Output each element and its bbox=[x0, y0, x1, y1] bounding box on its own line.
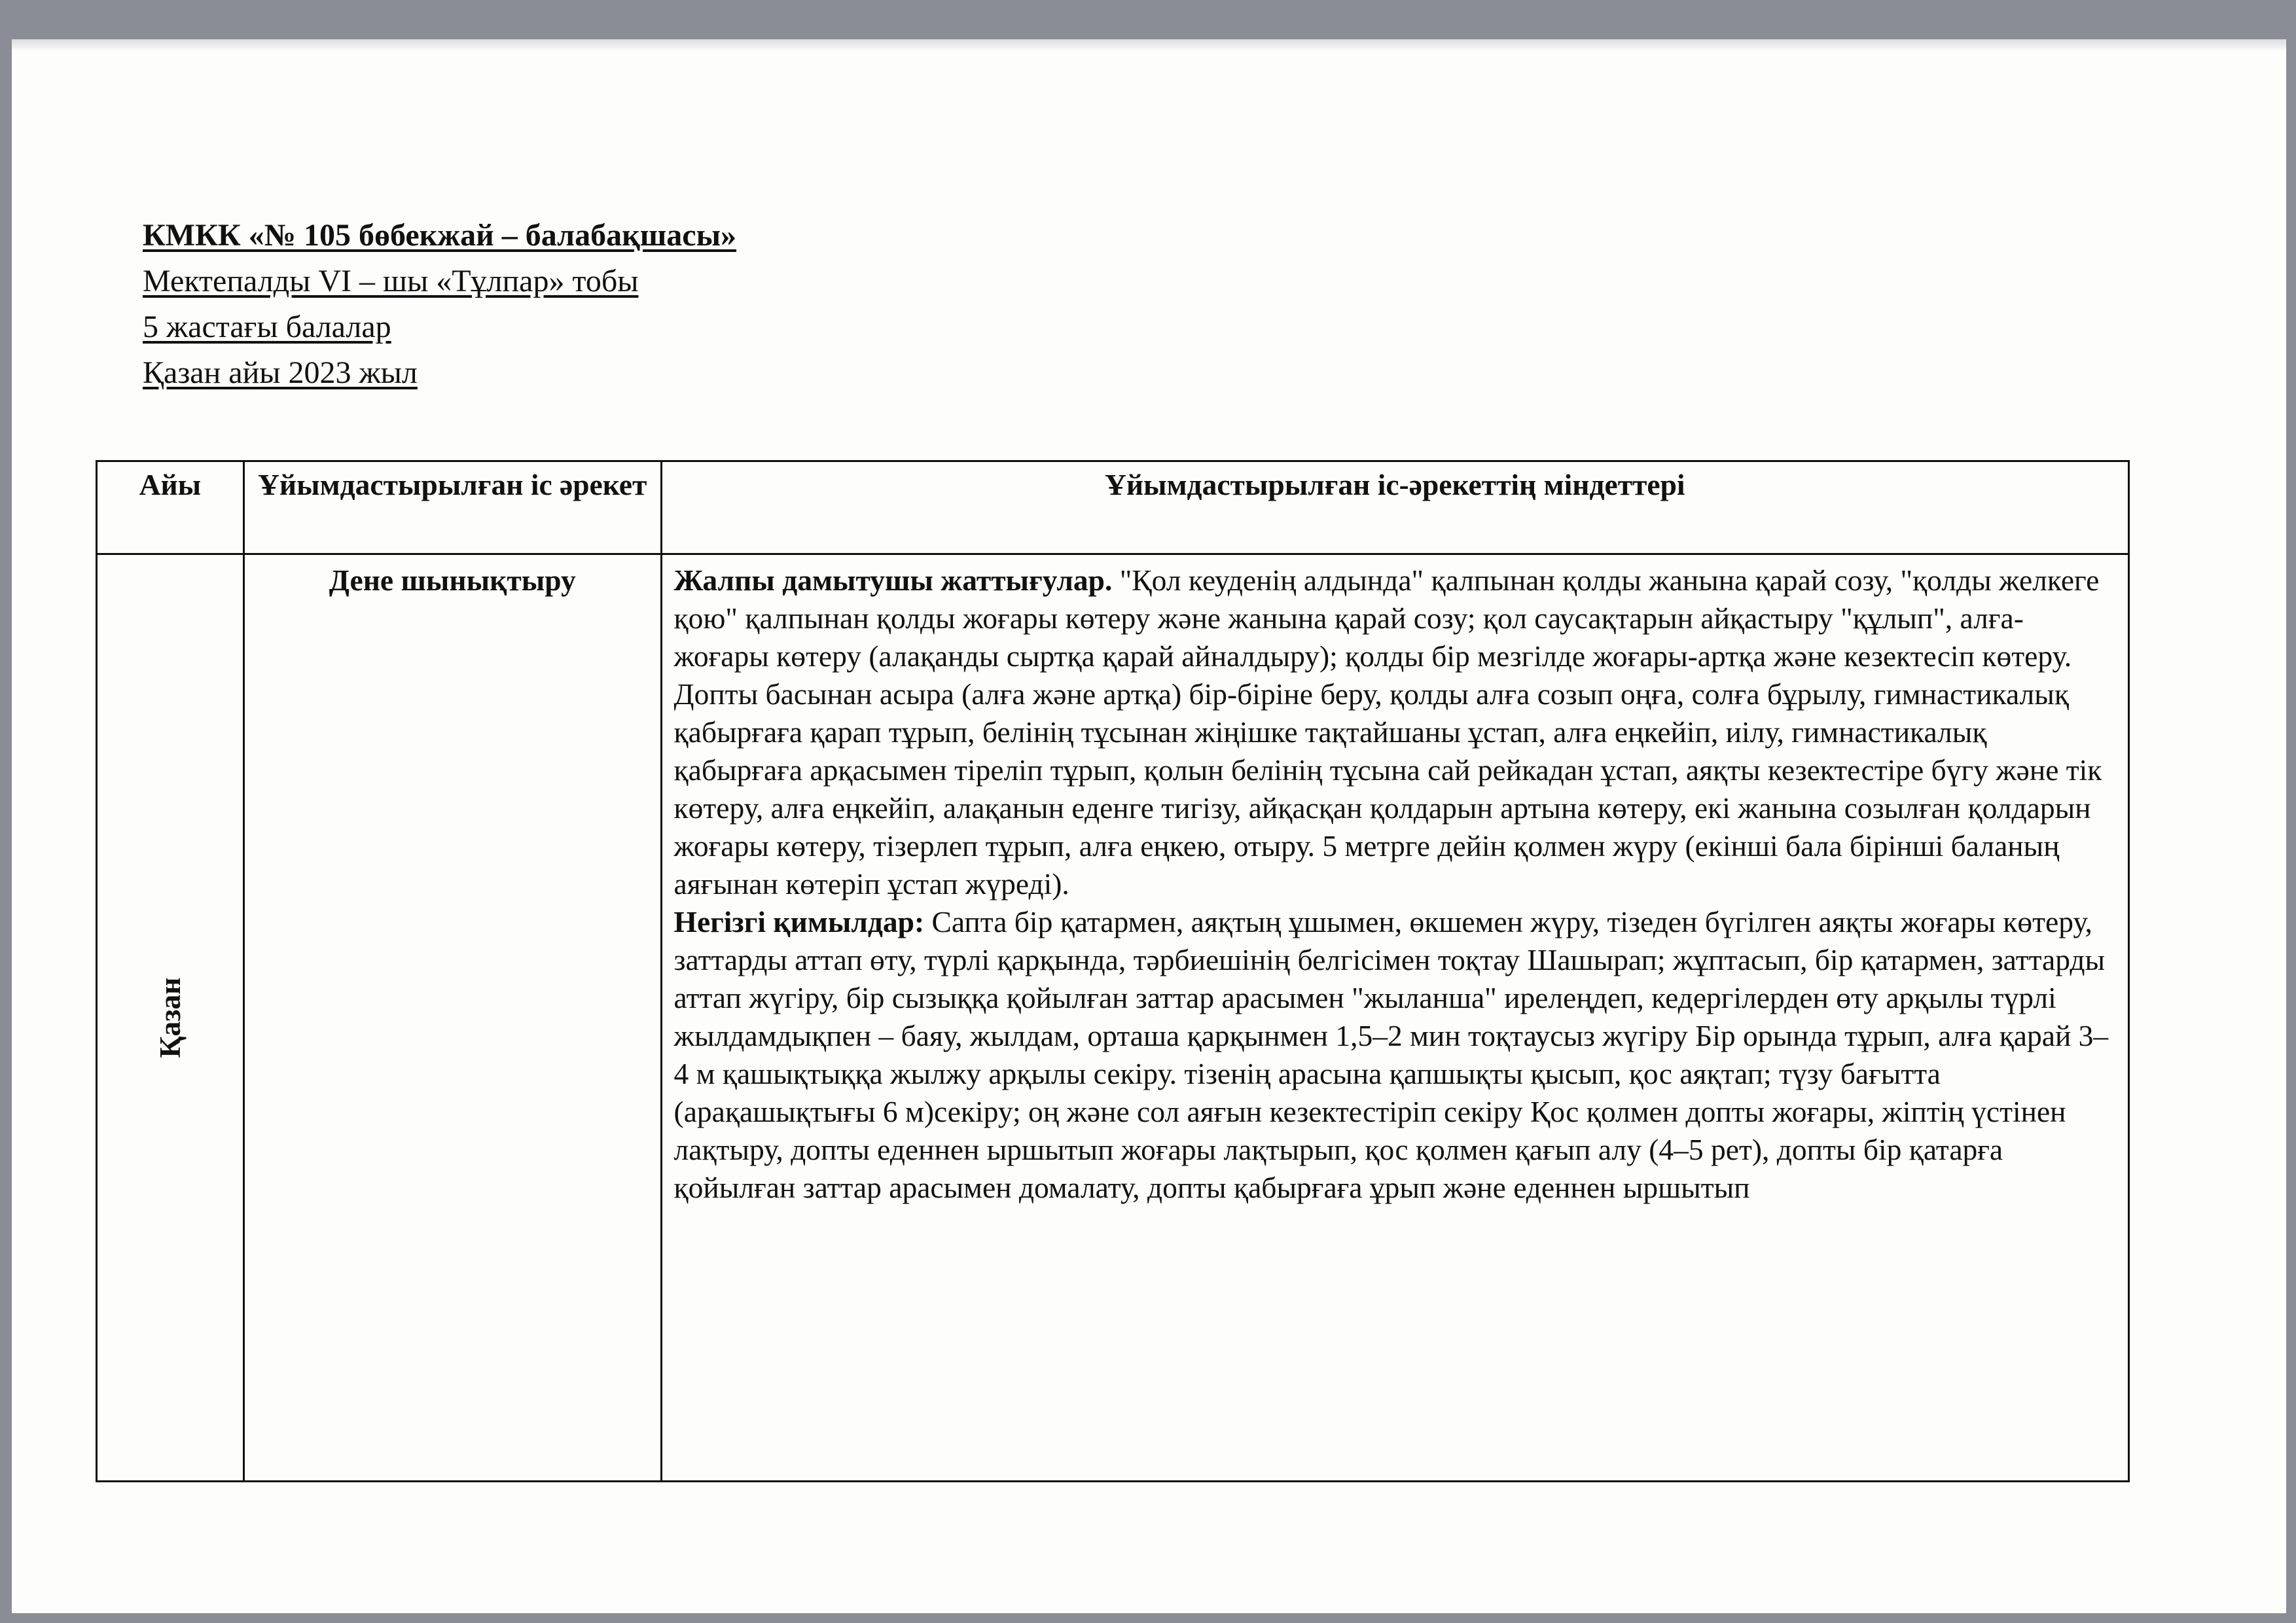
age-group: 5 жастағы балалар bbox=[143, 310, 391, 344]
tasks-cell bbox=[661, 554, 2128, 1482]
plan-table bbox=[96, 460, 2130, 1482]
group-name: Мектепалды VI – шы «Тұлпар» тобы bbox=[143, 264, 639, 298]
general-exercises-paragraph bbox=[674, 562, 2119, 903]
month-cell bbox=[97, 554, 244, 1482]
basic-movements-paragraph bbox=[674, 903, 2119, 1207]
document-header bbox=[143, 213, 736, 396]
page-edge-shadow bbox=[12, 39, 2286, 51]
activity-cell: Дене шынықтыру bbox=[243, 554, 661, 1482]
column-header-activity: Ұйымдастырылған іс әрекет bbox=[243, 461, 661, 554]
general-exercises-title: Жалпы дамытушы жаттығулар. bbox=[673, 563, 1113, 597]
general-exercises-text: "Қол кеуденің алдында" қалпынан қолды жанына қарай созу, "қолды желкеге қою" қалпынан қолды жоғары көтеру және жанына қарай созу; қол саусақтарын айқастыру "құлып", алға-жоғары көтеру (алақанды сыртқа қарай айналдыру); қолды бір мезгілде жоғары-артқа және кезектесіп көтеру. Допты басынан асыра (алға және артқа) бір-біріне беру, қолды алға созып оңға, солға бұрылу, гимнастикалық қабырғаға қарап тұрып, белінің тұсынан жіңішке тақтайшаны ұстап, алға еңкейіп, иілу, гимнастикалық қабырғаға арқасымен тіреліп тұрып, қолын белінің тұсына сай рейкадан ұстап, аяқты кезектестіре бүгу және тік көтеру, алға еңкейіп, алақанын еденге тигізу, айқасқан қолдарын артына көтеру, екі жанына созылған қолдарын жоғары көтеру, тізерлеп тұрып, алға еңкею, отыру. 5 метрге дейін қолмен жүру (екінші бала бірінші баланың аяғынан көтеріп ұстап жүреді). bbox=[673, 563, 2102, 901]
column-header-month: Айы bbox=[97, 461, 244, 554]
period-label: Қазан айы 2023 жыл bbox=[143, 355, 418, 390]
basic-movements-title: Негізгі қимылдар: bbox=[673, 905, 925, 938]
basic-movements-text: Сапта бір қатармен, аяқтың ұшымен, өкшемен жүру, тізеден бүгілген аяқты жоғары көтеру, заттарды аттап өту, түрлі қарқында, тәрбиешінің белгісімен тоқтау Шашырап; жұптасып, бір қатармен, заттарды аттап жүгіру, бір сызыққа қойылған заттар арасымен "жыланша" ирелеңдеп, кедергілерден өту арқылы түрлі жылдамдықпен – баяу, жылдам, орташа қарқынмен 1,5–2 мин тоқтаусыз жүгіру Бір орында тұрып, алға қарай 3–4 м қашықтыққа жылжу арқылы секіру. тізенің арасына қапшықты қысып, қос аяқтап; түзу бағытта (арақашықтығы 6 м)секіру; оң және сол аяғын кезектестіріп секіру Қос қолмен допты жоғары, жіптің үстінен лақтыру, допты еденнен ыршытып жоғары лақтырып, қос қолмен қағып алу (4–5 рет), допты бір қатарға қойылған заттар арасымен домалату, допты қабырғаға ұрып және еденнен ыршытып bbox=[673, 905, 2109, 1204]
table-row bbox=[97, 554, 2129, 1482]
document-page bbox=[12, 39, 2286, 1613]
table-header-row bbox=[97, 461, 2129, 554]
month-label: Қазан bbox=[152, 977, 187, 1058]
column-header-tasks: Ұйымдастырылған іс-әрекеттің міндеттері bbox=[661, 461, 2128, 554]
organization-title: КМКК «№ 105 бөбекжай – балабақшасы» bbox=[143, 218, 737, 253]
